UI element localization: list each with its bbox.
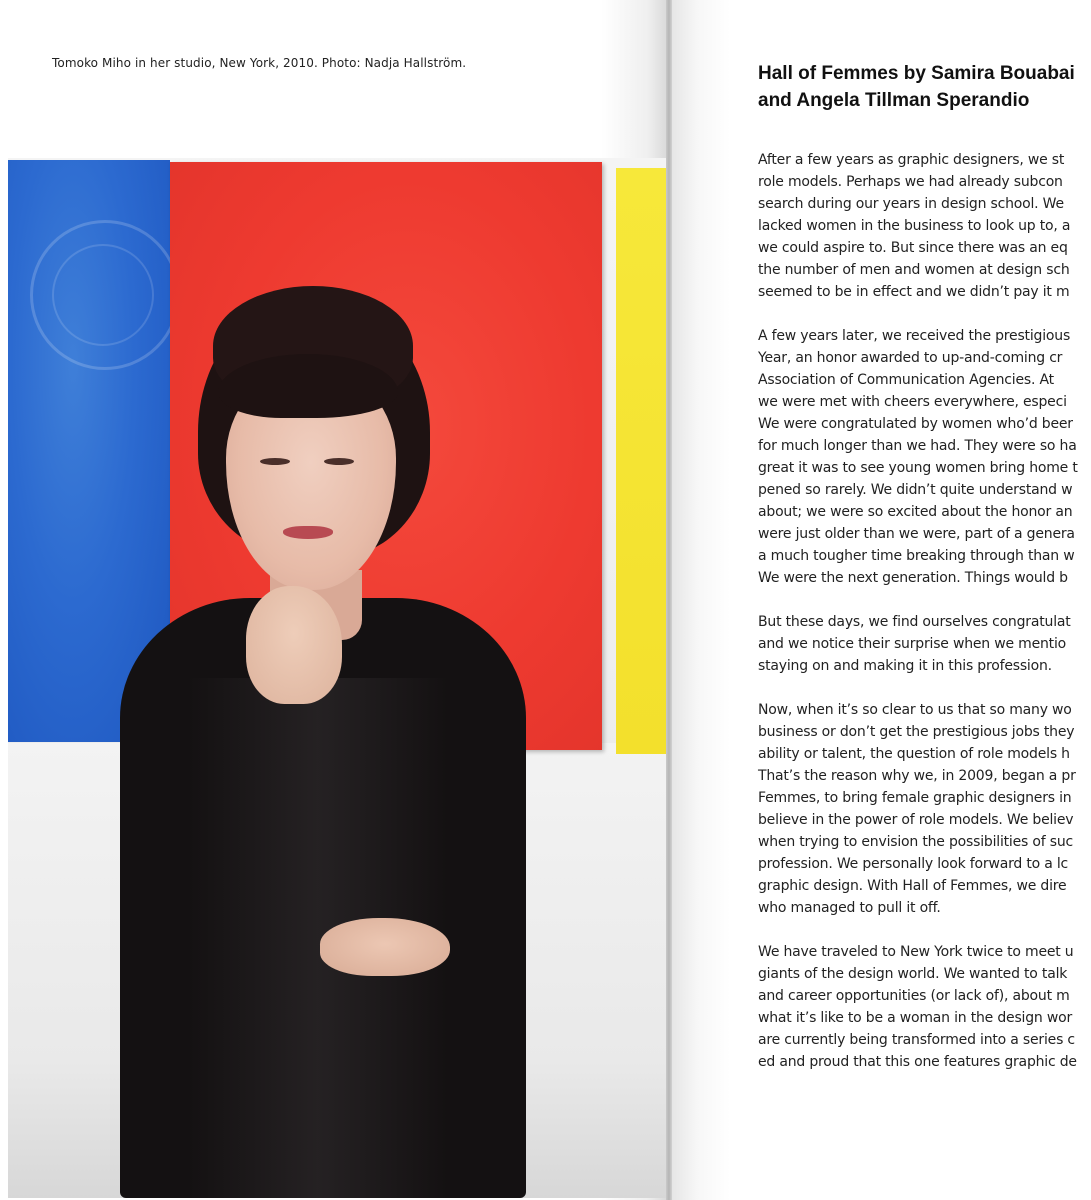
right-page (672, 0, 1091, 1200)
text-line: Femmes, to bring female graphic designers in (758, 790, 1072, 806)
figure-mouth (283, 526, 333, 539)
figure-right-eye (324, 458, 354, 465)
text-line: and we notice their surprise when we mentio (758, 636, 1067, 652)
text-line: ed and proud that this one features graphic de (758, 1054, 1077, 1070)
text-line: and career opportunities (or lack of), about m (758, 988, 1070, 1004)
text-line: Association of Communication Agencies. At (758, 372, 1054, 388)
text-line: We have traveled to New York twice to meet u (758, 944, 1074, 960)
text-line: for much longer than we had. They were so ha (758, 438, 1077, 454)
figure-hands-folded (320, 918, 450, 976)
text-line: staying on and making it in this profession. (758, 658, 1052, 674)
text-line: were just older than we were, part of a genera (758, 526, 1075, 542)
text-line: graphic design. With Hall of Femmes, we dire (758, 878, 1067, 894)
text-line: when trying to envision the possibilities of suc (758, 834, 1073, 850)
text-line: business or don’t get the prestigious jobs they (758, 724, 1075, 740)
text-line: lacked women in the business to look up to, a (758, 218, 1071, 234)
paragraph-3 (758, 611, 1091, 677)
figure-left-eye (260, 458, 290, 465)
text-line: That’s the reason why we, in 2009, began a pr (758, 768, 1076, 784)
text-line: what it’s like to be a woman in the design wor (758, 1010, 1073, 1026)
text-line: role models. Perhaps we had already subcon (758, 174, 1063, 190)
text-line: ability or talent, the question of role models h (758, 746, 1070, 762)
paragraph-4 (758, 699, 1091, 919)
heading-line-2: and Angela Tillman Sperandio (758, 90, 1030, 111)
heading-line-1: Hall of Femmes by Samira Bouabai (758, 63, 1075, 84)
text-line: giants of the design world. We wanted to talk (758, 966, 1068, 982)
text-line: we could aspire to. But since there was an eq (758, 240, 1068, 256)
paragraph-2 (758, 325, 1091, 589)
text-line: great it was to see young women bring home t (758, 460, 1078, 476)
text-line: we were met with cheers everywhere, especi (758, 394, 1067, 410)
text-line: A few years later, we received the prestigious (758, 328, 1071, 344)
text-line: are currently being transformed into a series c (758, 1032, 1075, 1048)
paragraph-5 (758, 941, 1091, 1073)
text-line: search during our years in design school. We (758, 196, 1064, 212)
text-line: Year, an honor awarded to up-and-coming cr (758, 350, 1063, 366)
text-line: believe in the power of role models. We believ (758, 812, 1074, 828)
text-line: We were congratulated by women who’d beer (758, 416, 1073, 432)
text-line: who managed to pull it off. (758, 900, 941, 916)
text-line: about; we were so excited about the honor an (758, 504, 1073, 520)
text-line: pened so rarely. We didn’t quite understand w (758, 482, 1073, 498)
text-line: We were the next generation. Things would b (758, 570, 1068, 586)
article-heading (758, 60, 1091, 114)
text-line: the number of men and women at design sch (758, 262, 1070, 278)
text-line: Now, when it’s so clear to us that so many wo (758, 702, 1072, 718)
text-line: But these days, we find ourselves congratulat (758, 614, 1071, 630)
text-line: profession. We personally look forward to a lc (758, 856, 1069, 872)
text-line: a much tougher time breaking through than w (758, 548, 1075, 564)
portrait-photo (8, 158, 668, 1198)
figure-hand-chin (246, 586, 342, 704)
photo-caption: Tomoko Miho in her studio, New York, 2010. Photo: Nadja Hallström. (52, 56, 467, 70)
article-body (758, 149, 1091, 1095)
portrait-figure (8, 158, 668, 1198)
text-line: After a few years as graphic designers, we st (758, 152, 1065, 168)
text-line: seemed to be in effect and we didn’t pay it m (758, 284, 1070, 300)
paragraph-1 (758, 149, 1091, 303)
